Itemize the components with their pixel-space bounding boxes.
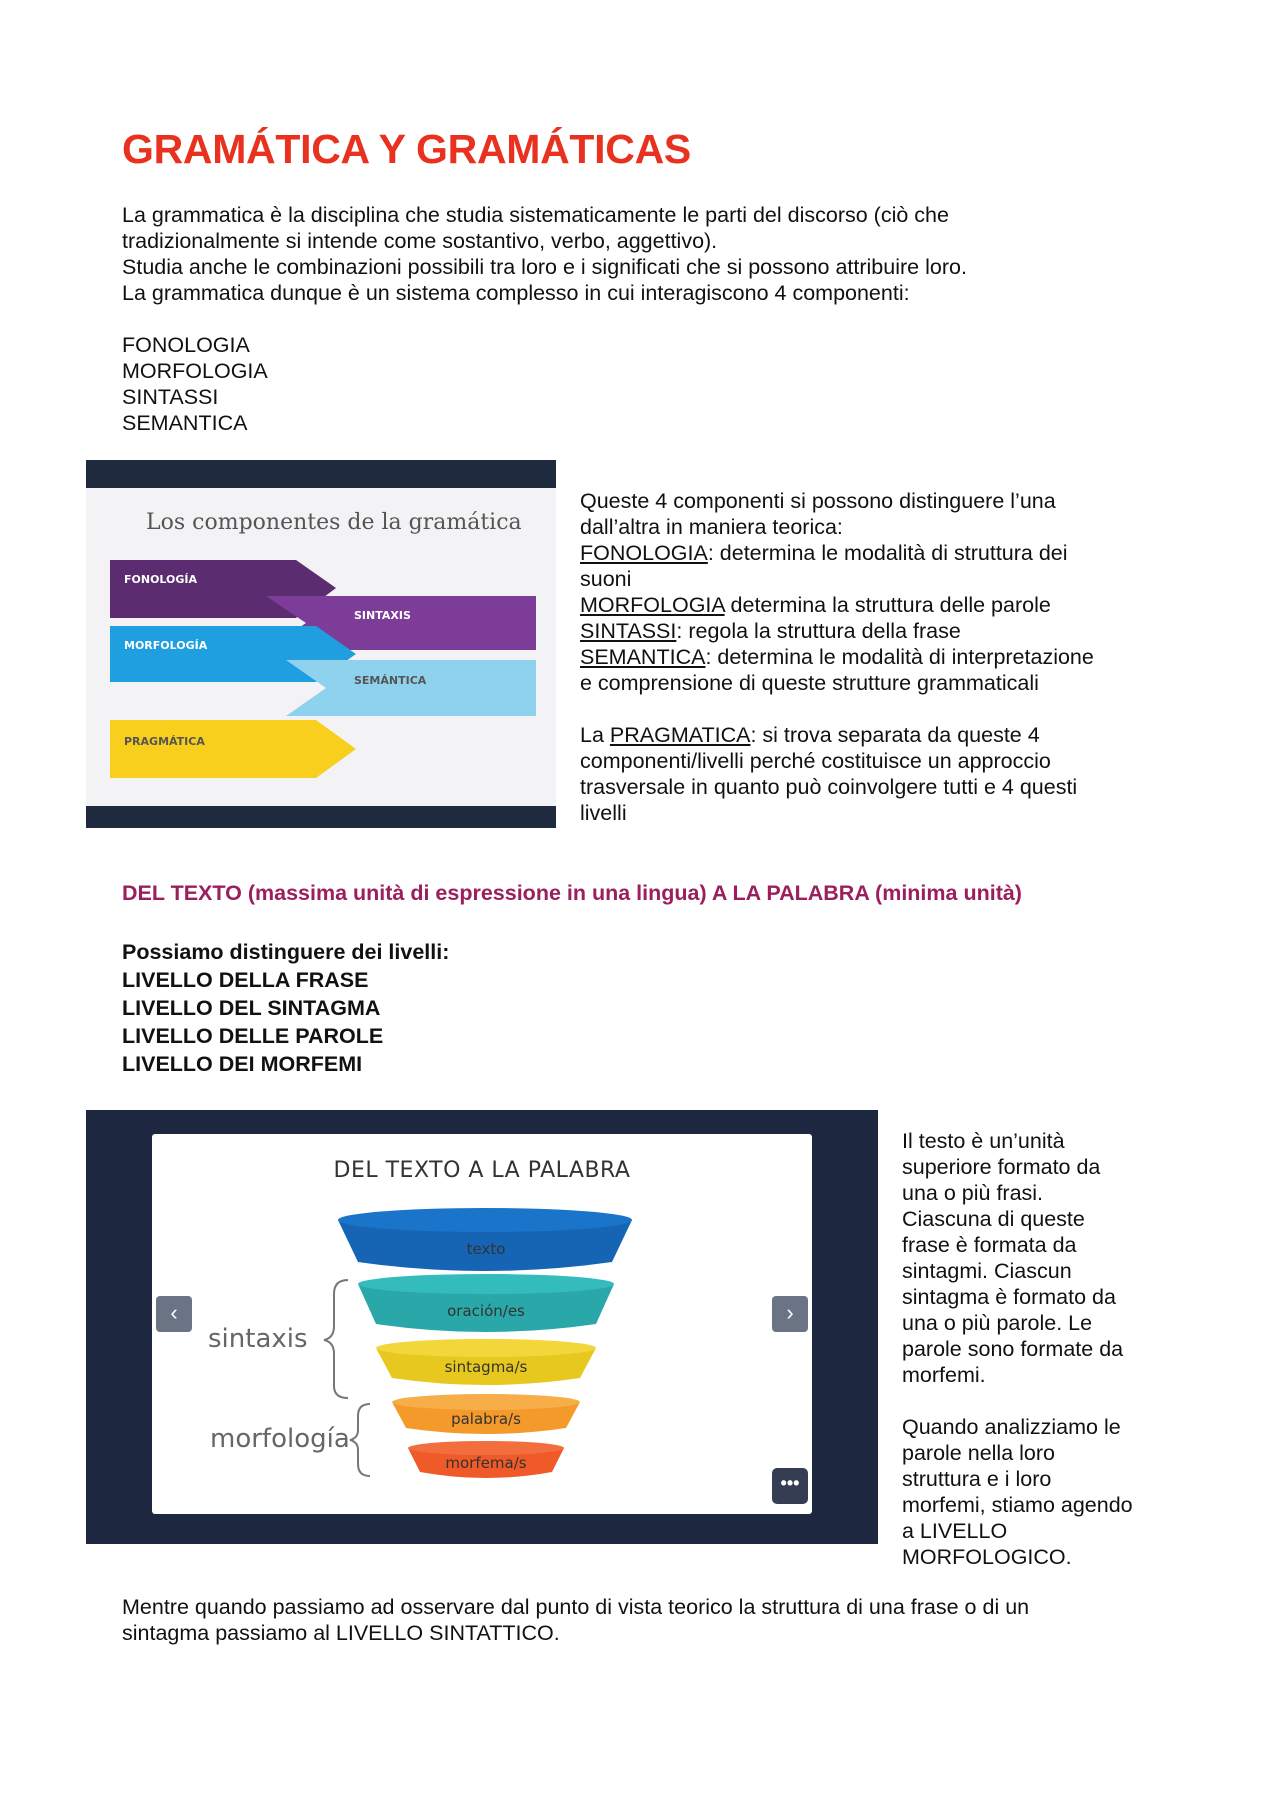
label-palabra: palabra/s — [451, 1410, 521, 1428]
label-fonologia: FONOLOGÍA — [124, 573, 198, 586]
arrow-pragmatica — [110, 720, 356, 778]
prev-slide-button[interactable]: ‹ — [156, 1296, 192, 1332]
desc-line: una o più parole. Le — [902, 1311, 1093, 1335]
level-item: LIVELLO DEL SINTAGMA — [122, 996, 381, 1020]
desc-line: e comprensione di queste strutture grammaticali — [580, 671, 1039, 695]
next-slide-button[interactable]: › — [772, 1296, 808, 1332]
closing-paragraph — [122, 1594, 1029, 1646]
desc-line: sintagmi. Ciascun — [902, 1259, 1072, 1283]
sintassi-term: SINTASSI — [580, 619, 677, 643]
label-morfologia: MORFOLOGÍA — [124, 639, 208, 652]
more-options-button[interactable]: ••• — [772, 1468, 808, 1504]
desc-line: trasversale in quanto può coinvolgere tutti e 4 questi — [580, 775, 1078, 799]
level-item: LIVELLO DEI MORFEMI — [122, 1052, 363, 1076]
fonologia-desc: : determina le modalità di struttura dei — [707, 541, 1068, 565]
label-sintaxis: SINTAXIS — [354, 609, 411, 622]
page-title: GRAMÁTICA Y GRAMÁTICAS — [122, 126, 691, 172]
desc-line: parole sono formate da — [902, 1337, 1124, 1361]
pragmatica-line — [580, 722, 1094, 748]
desc-line: MORFOLOGICO. — [902, 1545, 1072, 1569]
desc-line: Quando analizziamo le — [902, 1415, 1121, 1439]
morfologia-desc: determina la struttura delle parole — [724, 593, 1051, 617]
heading-palabra: A LA PALABRA — [711, 881, 870, 905]
label-sintagma: sintagma/s — [444, 1358, 528, 1376]
intro-paragraph — [122, 202, 967, 306]
list-item: SINTASSI — [122, 385, 219, 409]
funnel-slide-image — [86, 1110, 878, 1544]
desc-line: Il testo è un’unità — [902, 1129, 1065, 1153]
sintassi-desc: : regola la struttura della frase — [676, 619, 961, 643]
sintaxis-label: sintaxis — [208, 1324, 308, 1354]
pragmatica-term: PRAGMATICA — [609, 723, 751, 747]
desc-line: livelli — [580, 801, 627, 825]
label-pragmatica: PRAGMÁTICA — [124, 735, 205, 748]
label-morfema: morfema/s — [445, 1454, 527, 1472]
spacer — [902, 1388, 1133, 1414]
semantica-term: SEMANTICA — [580, 645, 706, 669]
slide-bottom-bar — [86, 806, 556, 828]
desc-line: Ciascuna di queste — [902, 1207, 1085, 1231]
levels-intro: Possiamo distinguere dei livelli: — [122, 940, 450, 964]
intro-line: La grammatica dunque è un sistema complesso in cui interagiscono 4 componenti: — [122, 281, 910, 305]
pragmatica-prefix: La — [580, 723, 610, 747]
spacer — [580, 696, 1094, 722]
level-item: LIVELLO DELLA FRASE — [122, 968, 369, 992]
morfologia-line — [580, 592, 1094, 618]
morfologia-term: MORFOLOGIA — [580, 593, 725, 617]
desc-line: Queste 4 componenti si possono distinguere l’una — [580, 489, 1056, 513]
layer-oracion-top — [358, 1274, 614, 1294]
list-item: SEMANTICA — [122, 411, 248, 435]
desc-line: a LIVELLO — [902, 1519, 1008, 1543]
desc-line: morfemi. — [902, 1363, 986, 1387]
heading-end: (minima unità) — [869, 881, 1022, 905]
slide-title: Los componentes de la gramática — [146, 510, 522, 535]
components-description — [580, 488, 1094, 826]
desc-line: suoni — [580, 567, 632, 591]
desc-line: frase è formata da — [902, 1233, 1077, 1257]
desc-line: parole nella loro — [902, 1441, 1055, 1465]
layer-texto-top — [338, 1208, 632, 1232]
label-semantica: SEMÁNTICA — [354, 674, 427, 687]
desc-line: morfemi, stiamo agendo — [902, 1493, 1133, 1517]
sintassi-line — [580, 618, 1094, 644]
funnel-description — [902, 1128, 1133, 1570]
closing-line: sintagma passiamo al LIVELLO SINTATTICO. — [122, 1621, 560, 1645]
layer-morfema-top — [408, 1441, 564, 1455]
desc-line: struttura e i loro — [902, 1467, 1052, 1491]
heading-texto: DEL TEXTO — [122, 881, 242, 905]
label-texto: texto — [466, 1240, 506, 1258]
intro-line: tradizionalmente si intende come sostantivo, verbo, aggettivo). — [122, 229, 718, 253]
brace-sintaxis — [324, 1280, 348, 1398]
list-item: MORFOLOGIA — [122, 359, 268, 383]
arrow-semantica — [286, 660, 536, 716]
level-item: LIVELLO DELLE PAROLE — [122, 1024, 384, 1048]
layer-palabra-top — [392, 1394, 580, 1410]
components-list — [122, 332, 268, 436]
layer-sintagma-top — [376, 1339, 596, 1357]
semantica-desc: : determina le modalità di interpretazione — [705, 645, 1094, 669]
label-oracion: oración/es — [447, 1302, 525, 1320]
morfologia-label: morfología — [210, 1424, 350, 1454]
fonologia-term: FONOLOGIA — [580, 541, 708, 565]
slide-title: DEL TEXTO A LA PALABRA — [333, 1158, 631, 1183]
desc-line: superiore formato da — [902, 1155, 1101, 1179]
desc-line: una o più frasi. — [902, 1181, 1044, 1205]
desc-line: dall’altra in maniera teorica: — [580, 515, 843, 539]
levels-list — [122, 938, 449, 1078]
pragmatica-desc: : si trova separata da queste 4 — [750, 723, 1040, 747]
intro-line: La grammatica è la disciplina che studia sistematicamente le parti del discorso (ciò che — [122, 203, 949, 227]
section-heading — [122, 880, 1022, 906]
list-item: FONOLOGIA — [122, 333, 250, 357]
intro-line: Studia anche le combinazioni possibili tra loro e i significati che si possono attribuire loro. — [122, 255, 967, 279]
components-slide-image — [86, 460, 556, 828]
heading-middle: (massima unità di espressione in una lingua) — [241, 881, 712, 905]
semantica-line — [580, 644, 1094, 670]
desc-line: sintagma è formato da — [902, 1285, 1116, 1309]
brace-morfologia — [350, 1404, 370, 1476]
desc-line: componenti/livelli perché costituisce un approccio — [580, 749, 1051, 773]
closing-line: Mentre quando passiamo ad osservare dal punto di vista teorico la struttura di una frase o di un — [122, 1595, 1030, 1619]
slide-card — [152, 1134, 812, 1514]
fonologia-line — [580, 540, 1094, 566]
